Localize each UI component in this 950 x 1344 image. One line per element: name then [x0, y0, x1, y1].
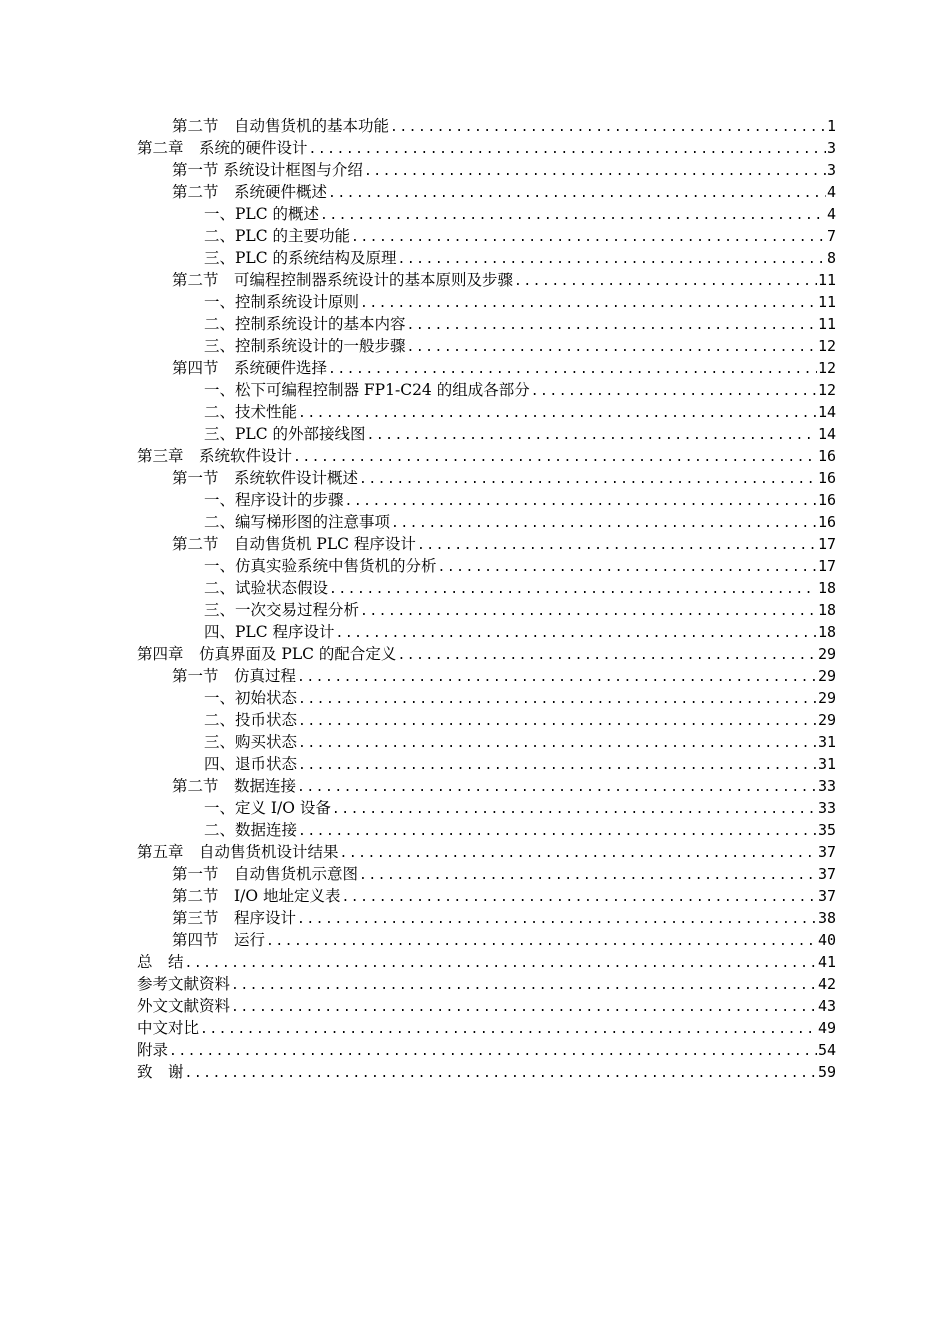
- toc-entry-title: 二、编写梯形图的注意事项: [204, 513, 391, 531]
- toc-entry[interactable]: [0, 489, 950, 511]
- toc-dot-leader: [363, 161, 826, 183]
- toc-entry-page-number: 3: [826, 139, 836, 157]
- toc-dot-leader: [437, 557, 817, 579]
- toc-entry-title: 总 结: [137, 953, 184, 971]
- toc-entry-page-number: 33: [817, 799, 836, 817]
- toc-dot-leader: [297, 755, 817, 777]
- toc-entry-page-number: 4: [826, 205, 836, 223]
- toc-entry-title: 二、PLC 的主要功能: [204, 227, 351, 245]
- toc-entry-page-number: 40: [817, 931, 836, 949]
- toc-entry-title: 三、控制系统设计的一般步骤: [204, 337, 406, 355]
- toc-entry[interactable]: [0, 1017, 950, 1039]
- toc-entry-title: 第四章 仿真界面及 PLC 的配合定义: [137, 645, 397, 663]
- toc-entry[interactable]: [0, 775, 950, 797]
- toc-entry-page-number: 17: [817, 557, 836, 575]
- toc-entry-title: 二、技术性能: [204, 403, 298, 421]
- toc-entry-title: 一、定义 I/O 设备: [204, 799, 331, 817]
- toc-entry-page-number: 42: [817, 975, 836, 993]
- toc-dot-leader: [308, 139, 826, 161]
- toc-entry-title: 四、退币状态: [204, 755, 298, 773]
- toc-dot-leader: [358, 865, 817, 887]
- toc-entry-title: 三、一次交易过程分析: [204, 601, 360, 619]
- toc-entry[interactable]: [0, 137, 950, 159]
- toc-entry-page-number: 54: [817, 1041, 836, 1059]
- toc-dot-leader: [328, 579, 817, 601]
- toc-entry-page-number: 37: [817, 887, 836, 905]
- toc-entry-title: 第二节 I/O 地址定义表: [172, 887, 341, 905]
- toc-dot-leader: [359, 293, 817, 315]
- toc-entry-title: 三、购买状态: [204, 733, 298, 751]
- toc-entry[interactable]: [0, 423, 950, 445]
- toc-dot-leader: [406, 315, 817, 337]
- toc-entry[interactable]: [0, 1061, 950, 1083]
- toc-dot-leader: [327, 183, 826, 205]
- toc-entry-title: 第二节 自动售货机 PLC 程序设计: [172, 535, 416, 553]
- toc-entry-title: 一、控制系统设计原则: [204, 293, 360, 311]
- toc-dot-leader: [297, 689, 817, 711]
- toc-entry-page-number: 29: [817, 645, 836, 663]
- toc-dot-leader: [297, 733, 817, 755]
- toc-entry[interactable]: [0, 907, 950, 929]
- toc-entry-page-number: 8: [826, 249, 836, 267]
- toc-entry-page-number: 29: [817, 689, 836, 707]
- toc-entry-page-number: 14: [817, 403, 836, 421]
- toc-entry[interactable]: [0, 357, 950, 379]
- toc-dot-leader: [297, 821, 817, 843]
- toc-dot-leader: [296, 909, 817, 931]
- toc-entry[interactable]: [0, 247, 950, 269]
- toc-entry-page-number: 18: [817, 623, 836, 641]
- toc-dot-leader: [416, 535, 817, 557]
- toc-entry[interactable]: [0, 291, 950, 313]
- toc-entry[interactable]: [0, 951, 950, 973]
- toc-entry-title: 二、投币状态: [204, 711, 298, 729]
- toc-entry-title: 一、初始状态: [204, 689, 298, 707]
- toc-entry-title: 三、PLC 的系统结构及原理: [204, 249, 397, 267]
- toc-entry[interactable]: [0, 973, 950, 995]
- toc-entry-title: 第二节 可编程控制器系统设计的基本原则及步骤: [172, 271, 514, 289]
- toc-entry[interactable]: [0, 313, 950, 335]
- toc-entry-title: 一、PLC 的概述: [204, 205, 320, 223]
- toc-entry-title: 第一节 自动售货机示意图: [172, 865, 359, 883]
- toc-entry[interactable]: [0, 709, 950, 731]
- toc-entry[interactable]: [0, 379, 950, 401]
- toc-dot-leader: [397, 249, 826, 271]
- toc-entry-title: 第三章 系统软件设计: [137, 447, 293, 465]
- toc-entry-page-number: 16: [817, 469, 836, 487]
- toc-entry[interactable]: [0, 511, 950, 533]
- toc-dot-leader: [296, 777, 817, 799]
- toc-entry-title: 二、数据连接: [204, 821, 298, 839]
- toc-dot-leader: [396, 645, 817, 667]
- toc-entry-title: 二、试验状态假设: [204, 579, 329, 597]
- toc-entry-title: 第一节 系统设计框图与介绍: [172, 161, 363, 179]
- toc-entry-title: 第二章 系统的硬件设计: [137, 139, 308, 157]
- table-of-contents: [0, 115, 950, 1083]
- toc-dot-leader: [358, 469, 817, 491]
- toc-entry[interactable]: [0, 797, 950, 819]
- toc-dot-leader: [265, 931, 817, 953]
- toc-dot-leader: [359, 601, 817, 623]
- toc-dot-leader: [230, 975, 817, 997]
- toc-entry[interactable]: [0, 599, 950, 621]
- toc-dot-leader: [339, 843, 817, 865]
- toc-entry[interactable]: [0, 225, 950, 247]
- toc-dot-leader: [292, 447, 817, 469]
- toc-entry[interactable]: [0, 753, 950, 775]
- toc-entry-page-number: 43: [817, 997, 836, 1015]
- toc-dot-leader: [344, 491, 817, 513]
- toc-entry[interactable]: [0, 577, 950, 599]
- toc-dot-leader: [199, 1019, 817, 1041]
- toc-entry-page-number: 35: [817, 821, 836, 839]
- toc-dot-leader: [184, 1063, 817, 1085]
- toc-entry-page-number: 59: [817, 1063, 836, 1081]
- toc-entry-title: 四、PLC 程序设计: [204, 623, 335, 641]
- toc-entry[interactable]: [0, 731, 950, 753]
- toc-entry-page-number: 11: [817, 315, 836, 333]
- toc-dot-leader: [335, 623, 817, 645]
- toc-entry[interactable]: [0, 555, 950, 577]
- toc-entry[interactable]: [0, 1039, 950, 1061]
- toc-entry-page-number: 31: [817, 733, 836, 751]
- toc-entry-page-number: 12: [817, 381, 836, 399]
- toc-entry[interactable]: [0, 159, 950, 181]
- toc-entry[interactable]: [0, 203, 950, 225]
- toc-entry-page-number: 12: [817, 337, 836, 355]
- toc-entry-page-number: 18: [817, 601, 836, 619]
- toc-entry[interactable]: [0, 181, 950, 203]
- toc-entry-title: 第四节 运行: [172, 931, 266, 949]
- toc-entry-title: 第四节 系统硬件选择: [172, 359, 328, 377]
- toc-dot-leader: [331, 799, 817, 821]
- toc-entry[interactable]: [0, 467, 950, 489]
- toc-entry[interactable]: [0, 445, 950, 467]
- toc-entry[interactable]: [0, 885, 950, 907]
- toc-entry-page-number: 49: [817, 1019, 836, 1037]
- toc-entry-page-number: 14: [817, 425, 836, 443]
- toc-dot-leader: [389, 117, 826, 139]
- toc-entry-title: 第三节 程序设计: [172, 909, 297, 927]
- toc-entry[interactable]: [0, 819, 950, 841]
- toc-entry-page-number: 33: [817, 777, 836, 795]
- toc-entry[interactable]: [0, 665, 950, 687]
- toc-dot-leader: [297, 403, 817, 425]
- toc-entry-title: 附录: [137, 1041, 169, 1059]
- toc-entry-page-number: 16: [817, 447, 836, 465]
- toc-entry[interactable]: [0, 335, 950, 357]
- toc-entry[interactable]: [0, 269, 950, 291]
- toc-dot-leader: [406, 337, 817, 359]
- toc-entry-title: 第二节 数据连接: [172, 777, 297, 795]
- toc-dot-leader: [230, 997, 817, 1019]
- toc-entry[interactable]: [0, 643, 950, 665]
- toc-entry-page-number: 31: [817, 755, 836, 773]
- toc-entry-title: 一、程序设计的步骤: [204, 491, 344, 509]
- toc-entry-page-number: 16: [817, 491, 836, 509]
- toc-dot-leader: [297, 711, 817, 733]
- toc-entry-page-number: 11: [817, 293, 836, 311]
- toc-entry-page-number: 3: [826, 161, 836, 179]
- toc-entry-title: 第五章 自动售货机设计结果: [137, 843, 339, 861]
- toc-entry-page-number: 41: [817, 953, 836, 971]
- toc-dot-leader: [340, 887, 816, 909]
- toc-entry-page-number: 11: [817, 271, 836, 289]
- toc-entry-title: 二、控制系统设计的基本内容: [204, 315, 406, 333]
- toc-dot-leader: [168, 1041, 817, 1063]
- toc-entry[interactable]: [0, 929, 950, 951]
- toc-entry-page-number: 4: [826, 183, 836, 201]
- toc-dot-leader: [350, 227, 826, 249]
- toc-entry-title: 第一节 仿真过程: [172, 667, 297, 685]
- toc-entry-page-number: 7: [826, 227, 836, 245]
- toc-entry[interactable]: [0, 995, 950, 1017]
- toc-entry-page-number: 38: [817, 909, 836, 927]
- toc-entry-page-number: 18: [817, 579, 836, 597]
- toc-entry[interactable]: [0, 401, 950, 423]
- toc-dot-leader: [184, 953, 817, 975]
- toc-dot-leader: [366, 425, 817, 447]
- toc-entry[interactable]: [0, 533, 950, 555]
- toc-dot-leader: [327, 359, 817, 381]
- toc-entry-title: 第二节 自动售货机的基本功能: [172, 117, 390, 135]
- toc-entry-title: 第一节 系统软件设计概述: [172, 469, 359, 487]
- toc-entry-page-number: 17: [817, 535, 836, 553]
- toc-entry-title: 外文文献资料: [137, 997, 231, 1015]
- toc-entry-page-number: 12: [817, 359, 836, 377]
- toc-entry-page-number: 29: [817, 711, 836, 729]
- toc-entry-title: 一、松下可编程控制器 FP1-C24 的组成各部分: [204, 381, 530, 399]
- toc-entry-page-number: 16: [817, 513, 836, 531]
- toc-dot-leader: [319, 205, 826, 227]
- toc-entry-page-number: 37: [817, 843, 836, 861]
- toc-entry-title: 一、仿真实验系统中售货机的分析: [204, 557, 437, 575]
- toc-entry-page-number: 29: [817, 667, 836, 685]
- toc-entry-title: 致 谢: [137, 1063, 184, 1081]
- toc-entry-title: 中文对比: [137, 1019, 200, 1037]
- toc-entry[interactable]: [0, 841, 950, 863]
- toc-entry[interactable]: [0, 687, 950, 709]
- toc-dot-leader: [513, 271, 817, 293]
- toc-entry-title: 三、PLC 的外部接线图: [204, 425, 366, 443]
- toc-dot-leader: [296, 667, 817, 689]
- toc-entry-title: 参考文献资料: [137, 975, 231, 993]
- toc-entry[interactable]: [0, 621, 950, 643]
- toc-entry-title: 第二节 系统硬件概述: [172, 183, 328, 201]
- toc-dot-leader: [530, 381, 817, 403]
- toc-entry[interactable]: [0, 115, 950, 137]
- toc-entry-page-number: 37: [817, 865, 836, 883]
- toc-dot-leader: [390, 513, 817, 535]
- toc-entry-page-number: 1: [826, 117, 836, 135]
- toc-entry[interactable]: [0, 863, 950, 885]
